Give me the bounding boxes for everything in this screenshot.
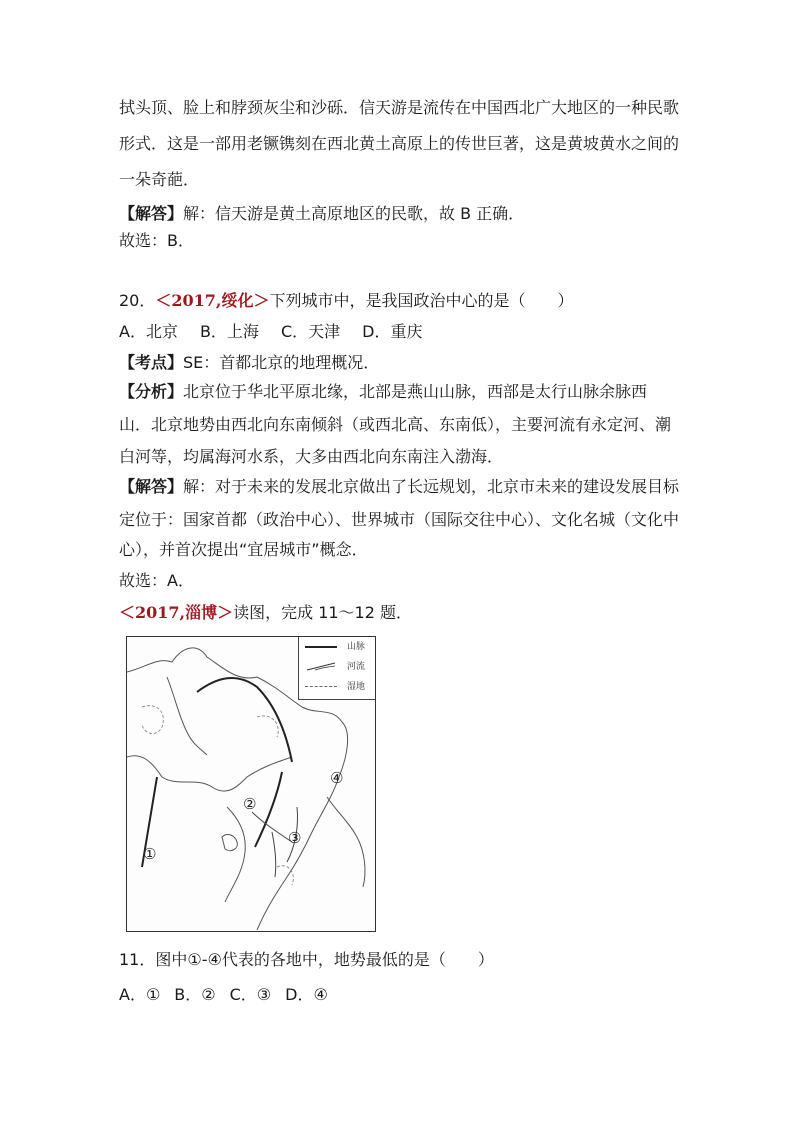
q20-jieda-3: 心），并首次提出“宜居城市”概念． xyxy=(119,540,368,559)
group-source: ＜2017,淄博＞ xyxy=(119,603,234,622)
map-legend xyxy=(298,637,375,700)
legend-mountain xyxy=(305,640,371,654)
q20-option-a: A．北京 xyxy=(119,322,178,341)
map-marker-4: ④ xyxy=(330,769,344,787)
legend-label-river: 河流 xyxy=(347,662,366,672)
fenxi-text-1: 北京位于华北平原北缘，北部是燕山山脉，西部是太行山脉余脉西 xyxy=(183,382,648,401)
q20-number: 20． xyxy=(119,291,156,310)
answer-tag: 【解答】 xyxy=(119,204,184,223)
legend-wetland xyxy=(305,680,371,694)
intro-line-1: 拭头顶、脸上和脖颈灰尘和沙砾．信天游是流传在中国西北广大地区的一种民歌 xyxy=(119,98,680,117)
q20-kaodian xyxy=(119,353,379,373)
kaodian-tag: 【考点】 xyxy=(119,353,184,372)
lake-outline xyxy=(222,835,237,851)
q20-options xyxy=(119,322,444,342)
q20-fenxi-3: 白河等，均属海河水系，大多由西北向东南注入渤海． xyxy=(119,447,504,466)
border-line xyxy=(127,756,292,791)
mountain-range-3 xyxy=(255,772,282,847)
wetland-dash-icon xyxy=(305,686,337,687)
map-figure xyxy=(126,636,376,932)
group-header xyxy=(119,603,412,623)
q20-fenxi-1 xyxy=(119,382,647,402)
q11-stem: 11．图中①-④代表的各地中，地势最低的是（ ） xyxy=(119,950,494,969)
q20-source: ＜2017,绥化＞ xyxy=(155,291,270,310)
map-marker-3: ③ xyxy=(288,829,302,847)
intro-answer xyxy=(119,204,524,224)
coast-east xyxy=(327,797,365,887)
q20-option-c: C．天津 xyxy=(280,322,341,341)
map-marker-2: ② xyxy=(243,795,257,813)
jieda-text-1: 解：对于未来的发展北京做出了长远规划，北京市未来的建设发展目标 xyxy=(183,477,680,496)
wetland-area-3 xyxy=(277,866,293,885)
legend-label-mountain: 山脉 xyxy=(347,642,366,652)
q11-option-c: C．③ xyxy=(229,985,272,1004)
q20-choice: 故选：A． xyxy=(119,571,194,590)
intro-line-3: 一朵奇葩． xyxy=(119,170,200,189)
wetland-area-1 xyxy=(142,706,163,734)
q20-fenxi-2: 山．北京地势由西北向东南倾斜（或西北高、东南低），主要河流有永定河、潮 xyxy=(119,415,672,434)
q20-option-b: B．上海 xyxy=(199,322,259,341)
fenxi-tag: 【分析】 xyxy=(119,382,184,401)
q20-jieda-2: 定位于：国家首都（政治中心）、世界城市（国际交往中心）、文化名城（文化中 xyxy=(119,510,680,529)
legend-label-wetland: 湿地 xyxy=(347,682,366,692)
q20-stem xyxy=(119,291,574,311)
legend-river xyxy=(305,660,371,674)
answer-text: 解：信天游是黄土高原地区的民歌，故 B 正确． xyxy=(183,204,525,223)
river-line-icon xyxy=(305,662,337,672)
map-marker-1: ① xyxy=(143,845,157,863)
q11-option-b: B．② xyxy=(174,985,216,1004)
q11-option-a: A．① xyxy=(119,985,161,1004)
river-1 xyxy=(252,812,292,842)
q11-options xyxy=(119,985,342,1005)
q20-option-d: D．重庆 xyxy=(362,322,423,341)
kaodian-text: SE：首都北京的地理概况． xyxy=(183,353,380,372)
group-text: 读图，完成 11～12 题． xyxy=(233,603,413,622)
wetland-area-2 xyxy=(257,716,278,737)
q11-option-d: D．④ xyxy=(285,985,328,1004)
coast-inner xyxy=(225,807,245,902)
jieda-tag: 【解答】 xyxy=(119,477,184,496)
q20-stem-text: 下列城市中，是我国政治中心的是（ ） xyxy=(269,291,574,310)
intro-line-2: 形式．这是一部用老镢镌刻在西北黄土高原上的传世巨著，这是黄坡黄水之间的 xyxy=(119,134,680,153)
mountain-line-icon xyxy=(305,646,337,648)
intro-choice: 故选：B． xyxy=(119,231,194,250)
river-3 xyxy=(272,832,276,877)
q20-jieda-1 xyxy=(119,477,679,497)
mountain-range-1 xyxy=(197,678,292,762)
